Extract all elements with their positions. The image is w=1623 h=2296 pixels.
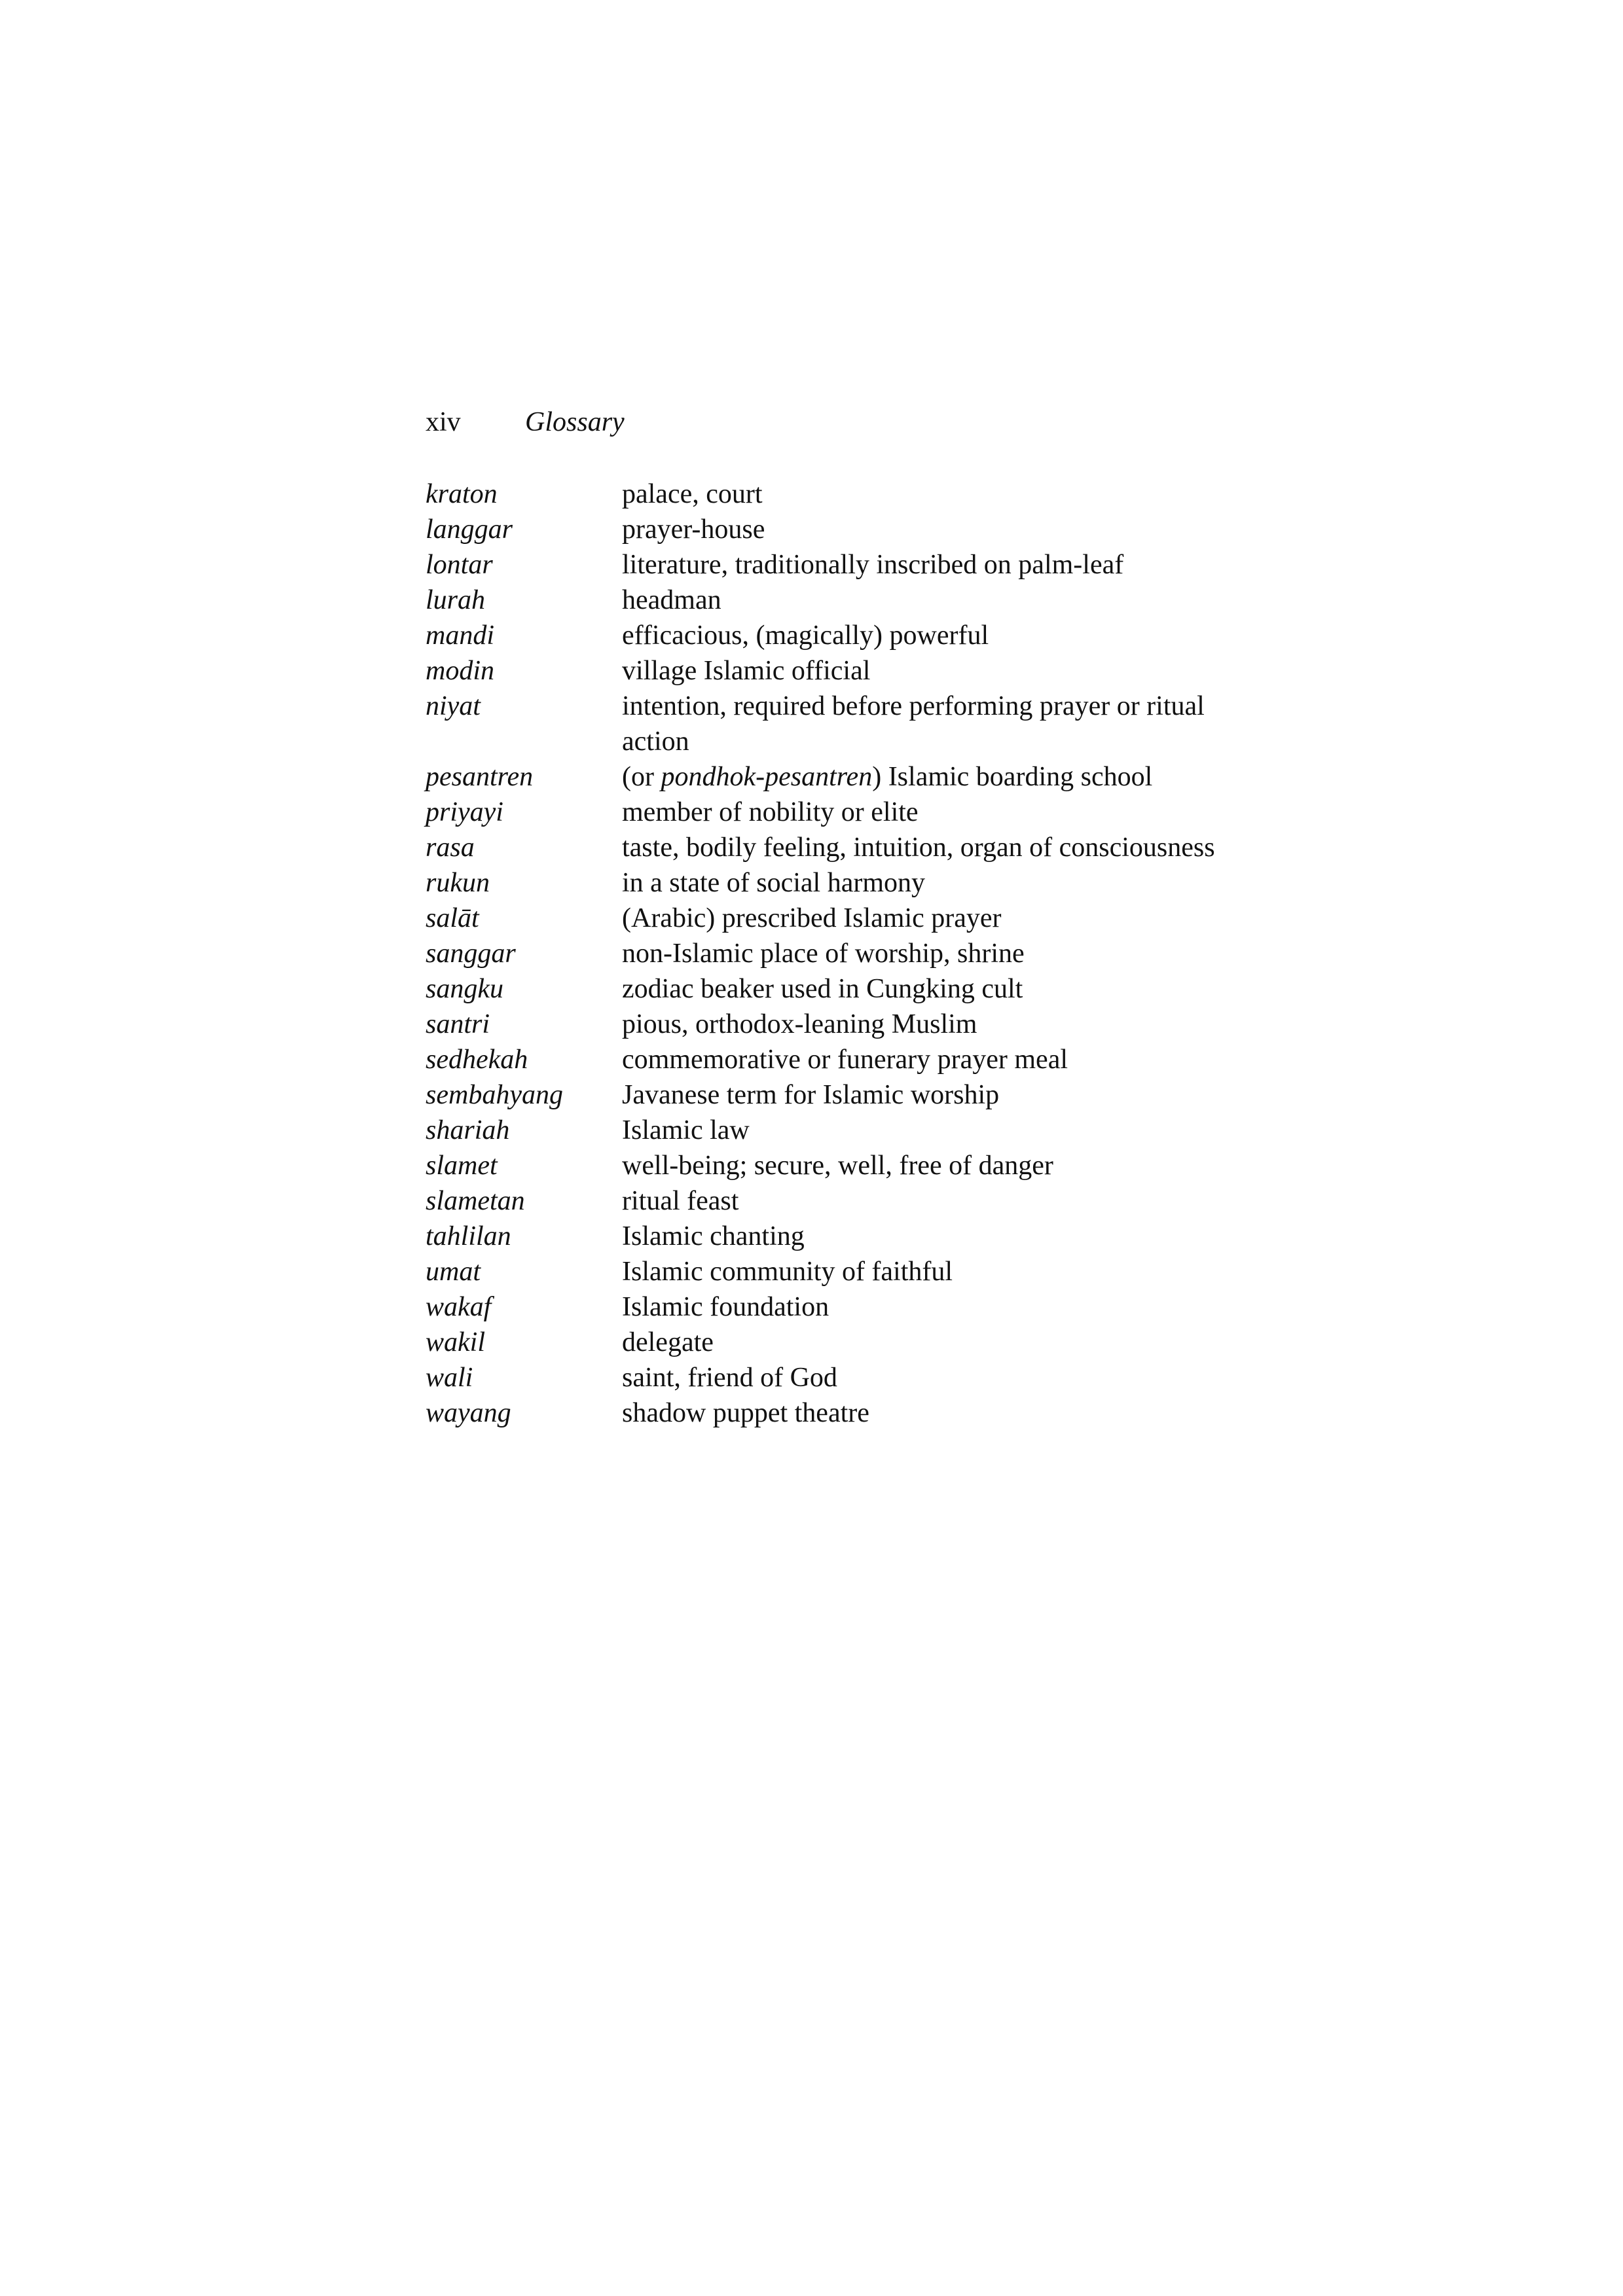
glossary-entry [426,830,1277,865]
glossary-term: sangku [426,974,503,1004]
glossary-term: rasa [426,833,475,863]
glossary-entry [426,936,1277,971]
glossary-entry [426,1289,1277,1325]
glossary-definition: non-Islamic place of worship, shrine [622,939,1025,969]
definition-prefix: (or [622,762,661,792]
page-header [426,404,625,440]
glossary-definition: ritual feast [622,1186,739,1216]
glossary-entry [426,865,1277,901]
glossary-entry [426,1113,1277,1148]
glossary-definition: intention, required before performing prayer or ritual action [622,691,1205,757]
glossary-term: modin [426,656,494,686]
page-number: xiv [426,407,461,437]
glossary-entry [426,547,1277,583]
glossary-entry [426,476,1277,512]
glossary-definition [622,759,1277,795]
glossary-definition: zodiac beaker used in Cungking cult [622,974,1023,1004]
glossary-entry [426,689,1277,759]
glossary-definition: commemorative or funerary prayer meal [622,1045,1068,1075]
glossary-entry [426,1254,1277,1289]
glossary-definition: member of nobility or elite [622,797,919,827]
glossary-term: slamet [426,1151,498,1181]
glossary-definition: well-being; secure, well, free of danger [622,1151,1053,1181]
glossary-term: kraton [426,479,498,509]
glossary-definition: headman [622,585,721,615]
glossary-term: sedhekah [426,1045,528,1075]
glossary-entry [426,1007,1277,1042]
glossary-term: niyat [426,691,481,721]
glossary-term: sanggar [426,939,516,969]
glossary-definition: Islamic foundation [622,1292,830,1322]
glossary-term: lurah [426,585,486,615]
glossary-term: umat [426,1257,481,1287]
glossary-entry [426,1148,1277,1183]
glossary-list [426,476,1277,1431]
glossary-definition: prayer-house [622,514,765,545]
glossary-entry [426,1183,1277,1219]
glossary-definition: saint, friend of God [622,1363,837,1393]
glossary-definition: taste, bodily feeling, intuition, organ of consciousness [622,833,1215,863]
glossary-entry [426,1395,1277,1431]
glossary-entry [426,795,1277,830]
glossary-definition: palace, court [622,479,763,509]
glossary-definition: literature, traditionally inscribed on palm-leaf [622,550,1124,580]
glossary-term: wali [426,1363,473,1393]
glossary-term: tahlilan [426,1221,511,1251]
glossary-entry [426,759,1277,795]
glossary-entry [426,1042,1277,1077]
running-title: Glossary [525,407,625,437]
glossary-term: langgar [426,514,513,545]
glossary-term: salāt [426,903,479,933]
glossary-term: shariah [426,1115,510,1145]
glossary-entry [426,618,1277,653]
glossary-definition: Islamic law [622,1115,750,1145]
glossary-term: santri [426,1009,490,1039]
glossary-entry [426,1219,1277,1254]
glossary-definition: Islamic chanting [622,1221,805,1251]
glossary-definition: shadow puppet theatre [622,1398,869,1428]
glossary-definition: in a state of social harmony [622,868,926,898]
glossary-definition: pious, orthodox-leaning Muslim [622,1009,977,1039]
glossary-term: wakil [426,1327,485,1357]
glossary-term: sembahyang [426,1080,563,1110]
glossary-term: wayang [426,1398,511,1428]
glossary-entry [426,971,1277,1007]
definition-italic-term: pondhok-pesantren [661,762,873,792]
glossary-term: priyayi [426,797,503,827]
glossary-definition: delegate [622,1327,714,1357]
glossary-entry [426,1077,1277,1113]
glossary-entry [426,1360,1277,1395]
glossary-term: pesantren [426,762,534,792]
glossary-definition: Islamic community of faithful [622,1257,953,1287]
glossary-entry [426,901,1277,936]
glossary-definition: village Islamic official [622,656,871,686]
glossary-entry [426,583,1277,618]
glossary-term: wakaf [426,1292,492,1322]
glossary-entry [426,1325,1277,1360]
glossary-entry [426,512,1277,547]
glossary-definition: (Arabic) prescribed Islamic prayer [622,903,1002,933]
glossary-term: mandi [426,620,494,651]
definition-suffix: ) Islamic boarding school [872,762,1153,792]
glossary-definition: Javanese term for Islamic worship [622,1080,1000,1110]
glossary-term: rukun [426,868,490,898]
glossary-definition: efficacious, (magically) powerful [622,620,989,651]
glossary-entry [426,653,1277,689]
glossary-term: slametan [426,1186,525,1216]
glossary-term: lontar [426,550,493,580]
